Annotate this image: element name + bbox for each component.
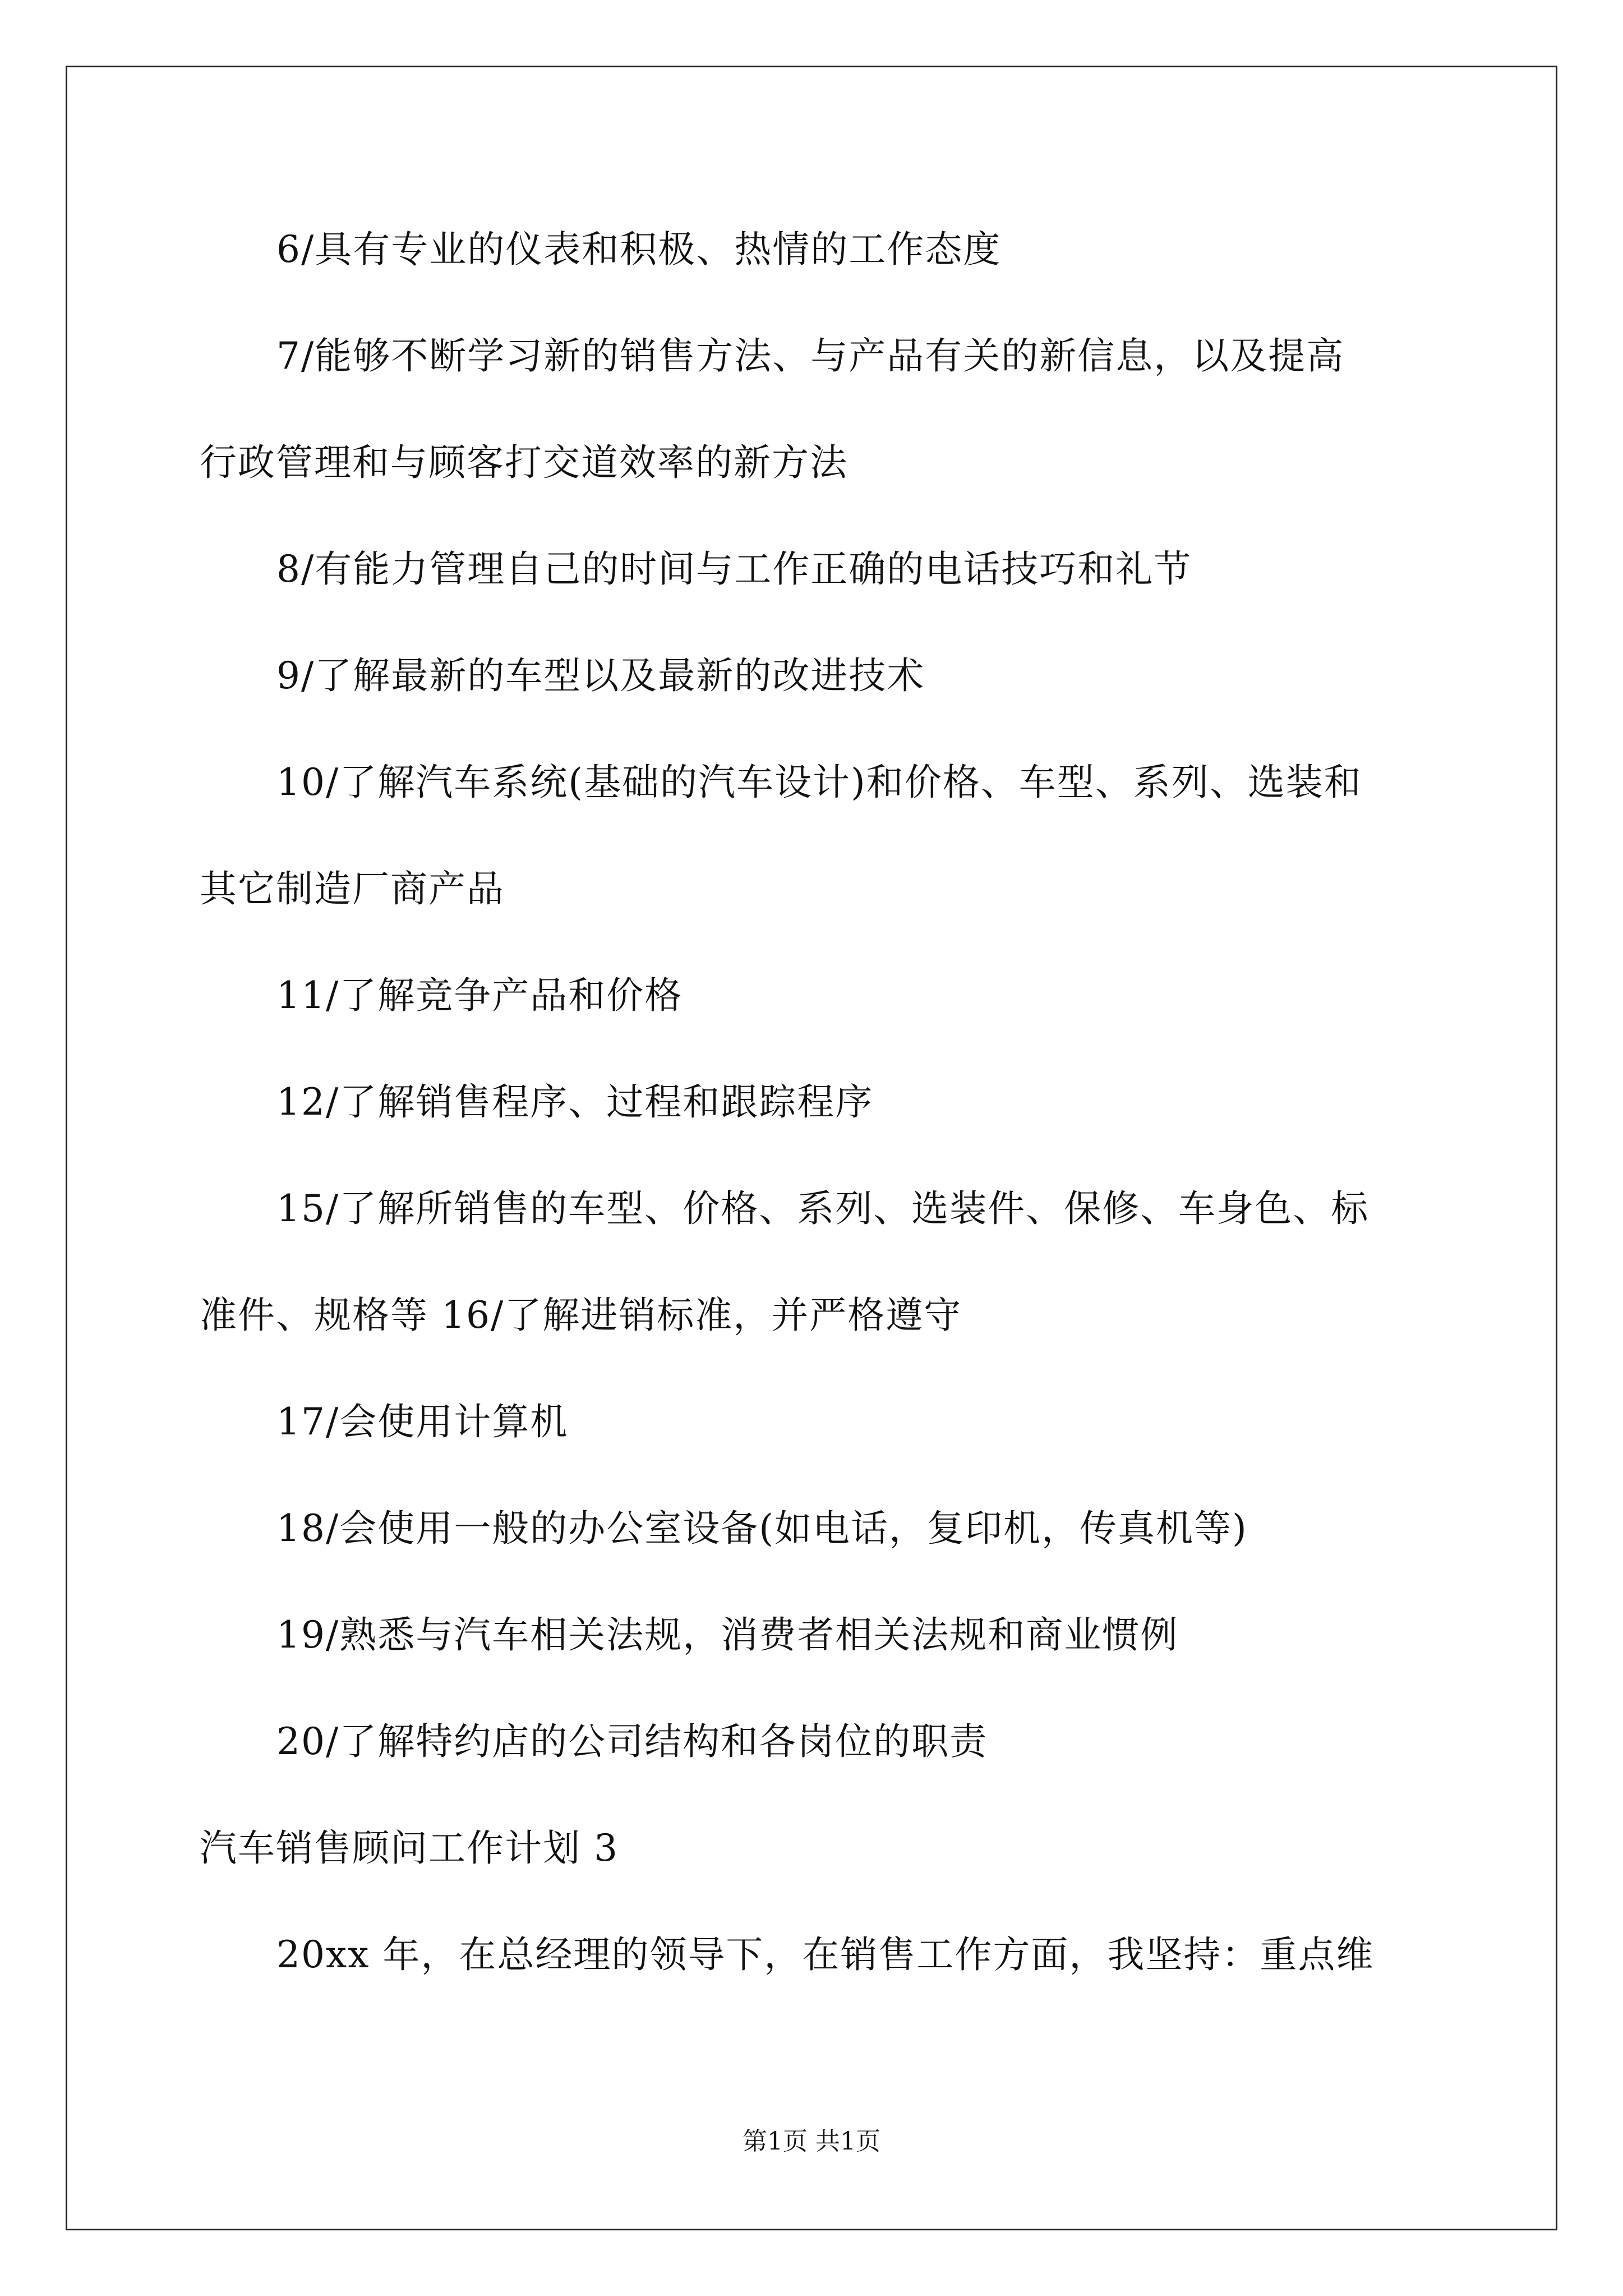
item-20: 20/了解特约店的公司结构和各岗位的职责 (276, 1720, 988, 1763)
paragraph-line: 20xx 年，在总经理的领导下，在销售工作方面，我坚持：重点维 (276, 1933, 1375, 1976)
item-12: 12/了解销售程序、过程和跟踪程序 (276, 1080, 874, 1124)
item-8: 8/有能力管理自己的时间与工作正确的电话技巧和礼节 (276, 547, 1192, 591)
item-7-line-2: 行政管理和与顾客打交道效率的新方法 (200, 441, 848, 484)
item-6: 6/具有专业的仪表和积极、热情的工作态度 (276, 228, 1002, 271)
item-15-line-2: 准件、规格等 16/了解进销标准，并严格遵守 (200, 1294, 962, 1337)
page-footer: 第1页 共1页 (743, 2127, 880, 2156)
page-border (66, 66, 1557, 2230)
item-11: 11/了解竞争产品和价格 (276, 974, 683, 1017)
item-10-line-2: 其它制造厂商产品 (200, 867, 505, 910)
section-heading: 汽车销售顾问工作计划 3 (200, 1826, 619, 1870)
item-19: 19/熟悉与汽车相关法规，消费者相关法规和商业惯例 (276, 1613, 1179, 1657)
item-15-line-1: 15/了解所销售的车型、价格、系列、选装件、保修、车身色、标 (276, 1187, 1370, 1230)
item-18: 18/会使用一般的办公室设备(如电话，复印机，传真机等) (276, 1507, 1248, 1550)
item-17: 17/会使用计算机 (276, 1400, 569, 1443)
item-9: 9/了解最新的车型以及最新的改进技术 (276, 654, 925, 697)
item-7-line-1: 7/能够不断学习新的销售方法、与产品有关的新信息，以及提高 (276, 334, 1345, 378)
item-10-line-1: 10/了解汽车系统(基础的汽车设计)和价格、车型、系列、选装和 (276, 761, 1362, 804)
